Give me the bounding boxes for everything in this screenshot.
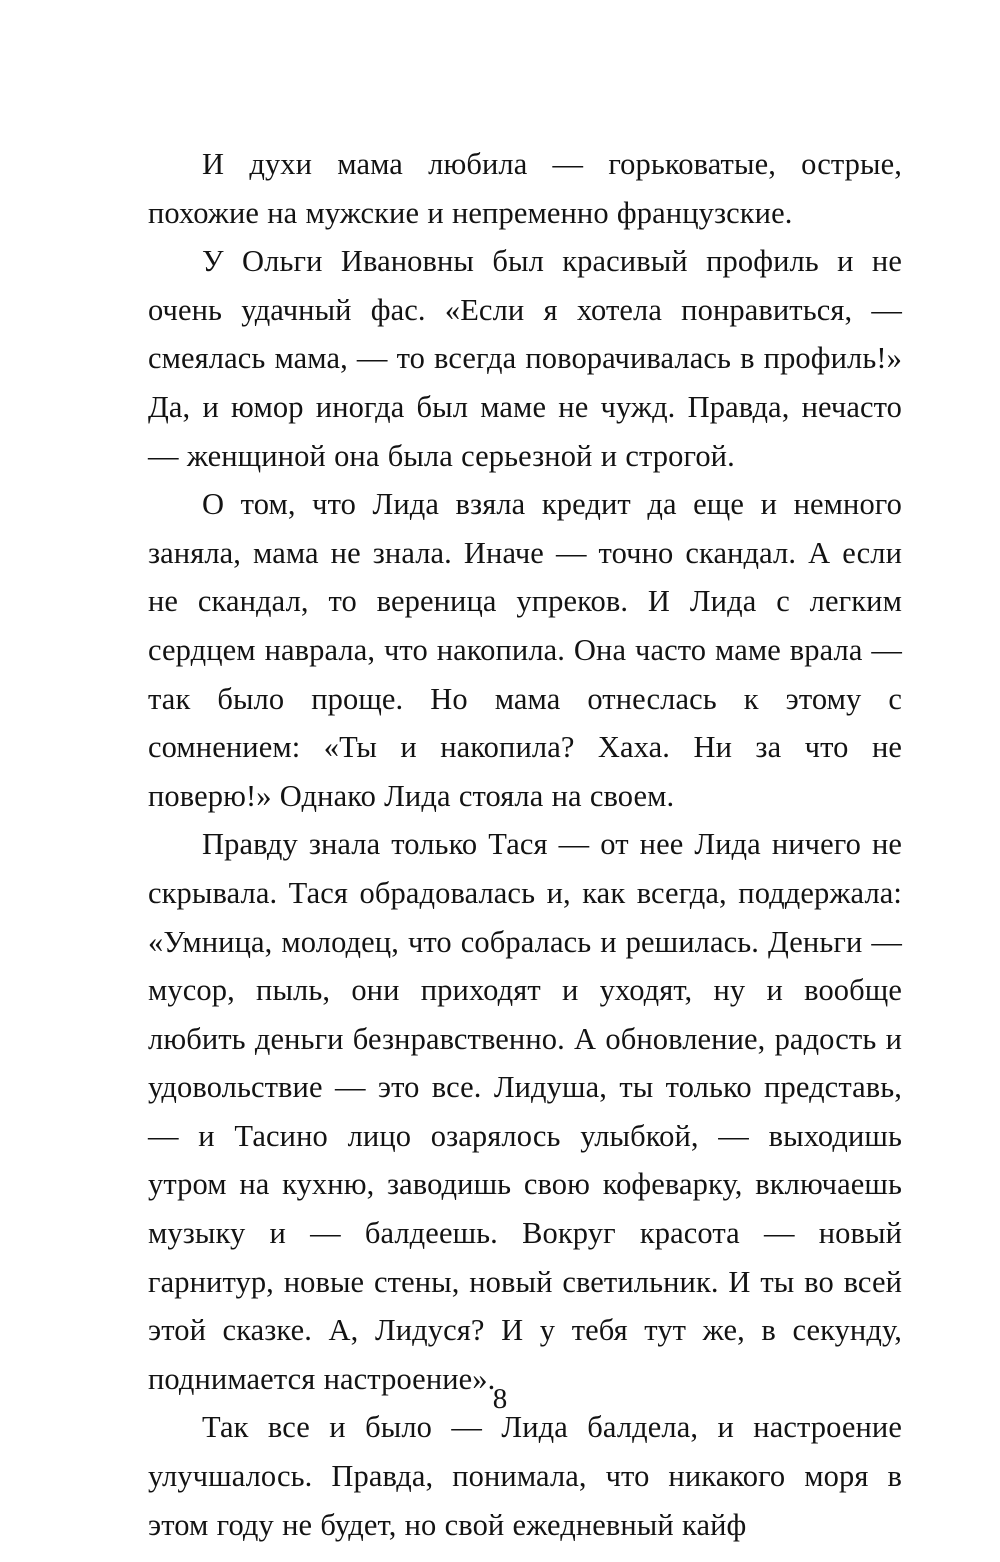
paragraph: Правду знала только Тася — от нее Лида ничего не скрывала. Тася обрадовалась и, как всегда, поддержала: «Умница, молодец, что собралась и решилась. Деньги — мусор, пыль, они приходят и уходят, ну и вообще любить деньги безнравственно. А обновление, радость и удовольствие — это все. Лидуша, ты только представь, — и Тасино лицо озарялось улыбкой, — выходишь утром на кухню, заводишь свою кофеварку, включаешь музыку и — балдеешь. Вокруг красота — новый гарнитур, новые стены, новый светильник. И ты во всей этой сказке. А, Лидуся? И у тебя тут же, в секунду, поднимается настроение». (148, 827, 902, 1396)
page-body (148, 140, 902, 1549)
paragraph: И духи мама любила — горьковатые, острые, похожие на мужские и непременно французские. (148, 147, 902, 230)
page-number: 8 (492, 1383, 508, 1415)
paragraph: Так все и было — Лида балдела, и настроение улучшалось. Правда, понимала, что никакого моря в этом году не будет, но свой ежедневный кайф (148, 1410, 902, 1542)
paragraph: У Ольги Ивановны был красивый профиль и не очень удачный фас. «Если я хотела понравиться, — смеялась мама, — то всегда поворачивалась в профиль!» Да, и юмор иногда был маме не чужд. Правда, нечасто — женщиной она была серьезной и строгой. (148, 244, 902, 473)
paragraph: О том, что Лида взяла кредит да еще и немного заняла, мама не знала. Иначе — точно скандал. А если не скандал, то вереница упреков. И Лида с легким сердцем наврала, что накопила. Она часто маме врала — так было проще. Но мама отнеслась к этому с сомнением: «Ты и накопила? Хаха. Ни за что не поверю!» Однако Лида стояла на своем. (148, 487, 902, 813)
